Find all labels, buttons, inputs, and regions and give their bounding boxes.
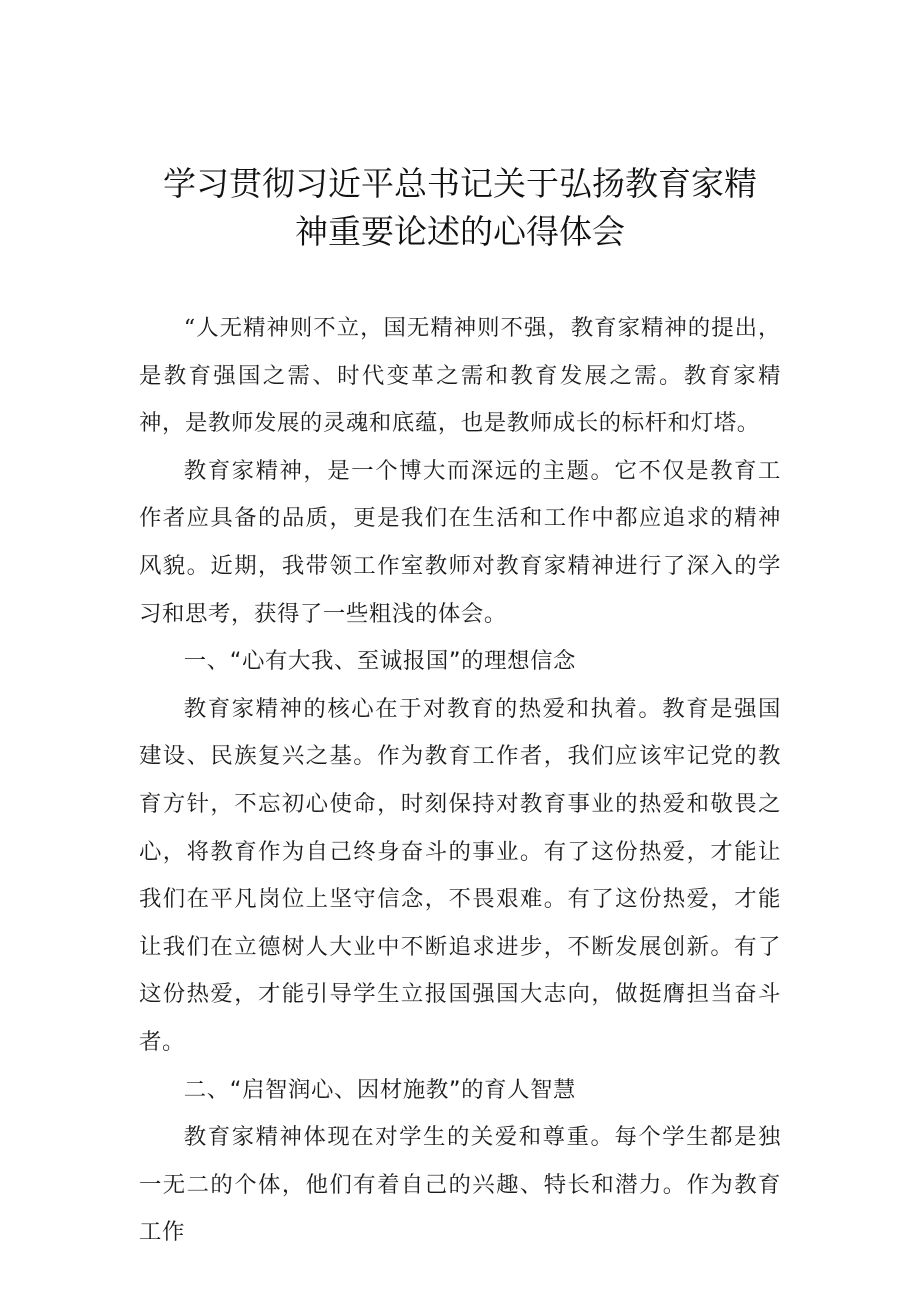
section-2-paragraph: 教育家精神体现在对学生的关爱和尊重。每个学生都是独一无二的个体，他们有着自己的兴趣、特长和潜力。作为教育工作 xyxy=(139,1124,781,1246)
intro-paragraph: “人无精神则不立，国无精神则不强，教育家精神的提出，是教育强国之需、时代变革之需和教育发展之需。教育家精神，是教师发展的灵魂和底蕴，也是教师成长的标杆和灯塔。 xyxy=(139,315,781,437)
title-line-1: 学习贯彻习近平总书记关于弘扬教育家精 xyxy=(163,164,757,203)
page-title xyxy=(0,160,920,256)
section-2-heading: 二、“启智润心、因材施教”的育人智慧 xyxy=(183,1076,577,1103)
section-1-heading: 一、“心有大我、至诚报国”的理想信念 xyxy=(183,648,577,675)
title-line-2: 神重要论述的心得体会 xyxy=(295,212,625,251)
document-body xyxy=(139,305,781,1257)
section-1-paragraph: 教育家精神的核心在于对教育的热爱和执着。教育是强国建设、民族复兴之基。作为教育工作者，我们应该牢记党的教育方针，不忘初心使命，时刻保持对教育事业的热爱和敬畏之心，将教育作为自己终身奋斗的事业。有了这份热爱，才能让我们在平凡岗位上坚守信念，不畏艰难。有了这份热爱，才能让我们在立德树人大业中不断追求进步，不断发展创新。有了这份热爱，才能引导学生立报国强国大志向，做挺膺担当奋斗者。 xyxy=(139,695,781,1055)
theme-paragraph: 教育家精神，是一个博大而深远的主题。它不仅是教育工作者应具备的品质，更是我们在生活和工作中都应追求的精神风貌。近期，我带领工作室教师对教育家精神进行了深入的学习和思考，获得了一些粗浅的体会。 xyxy=(139,457,781,627)
